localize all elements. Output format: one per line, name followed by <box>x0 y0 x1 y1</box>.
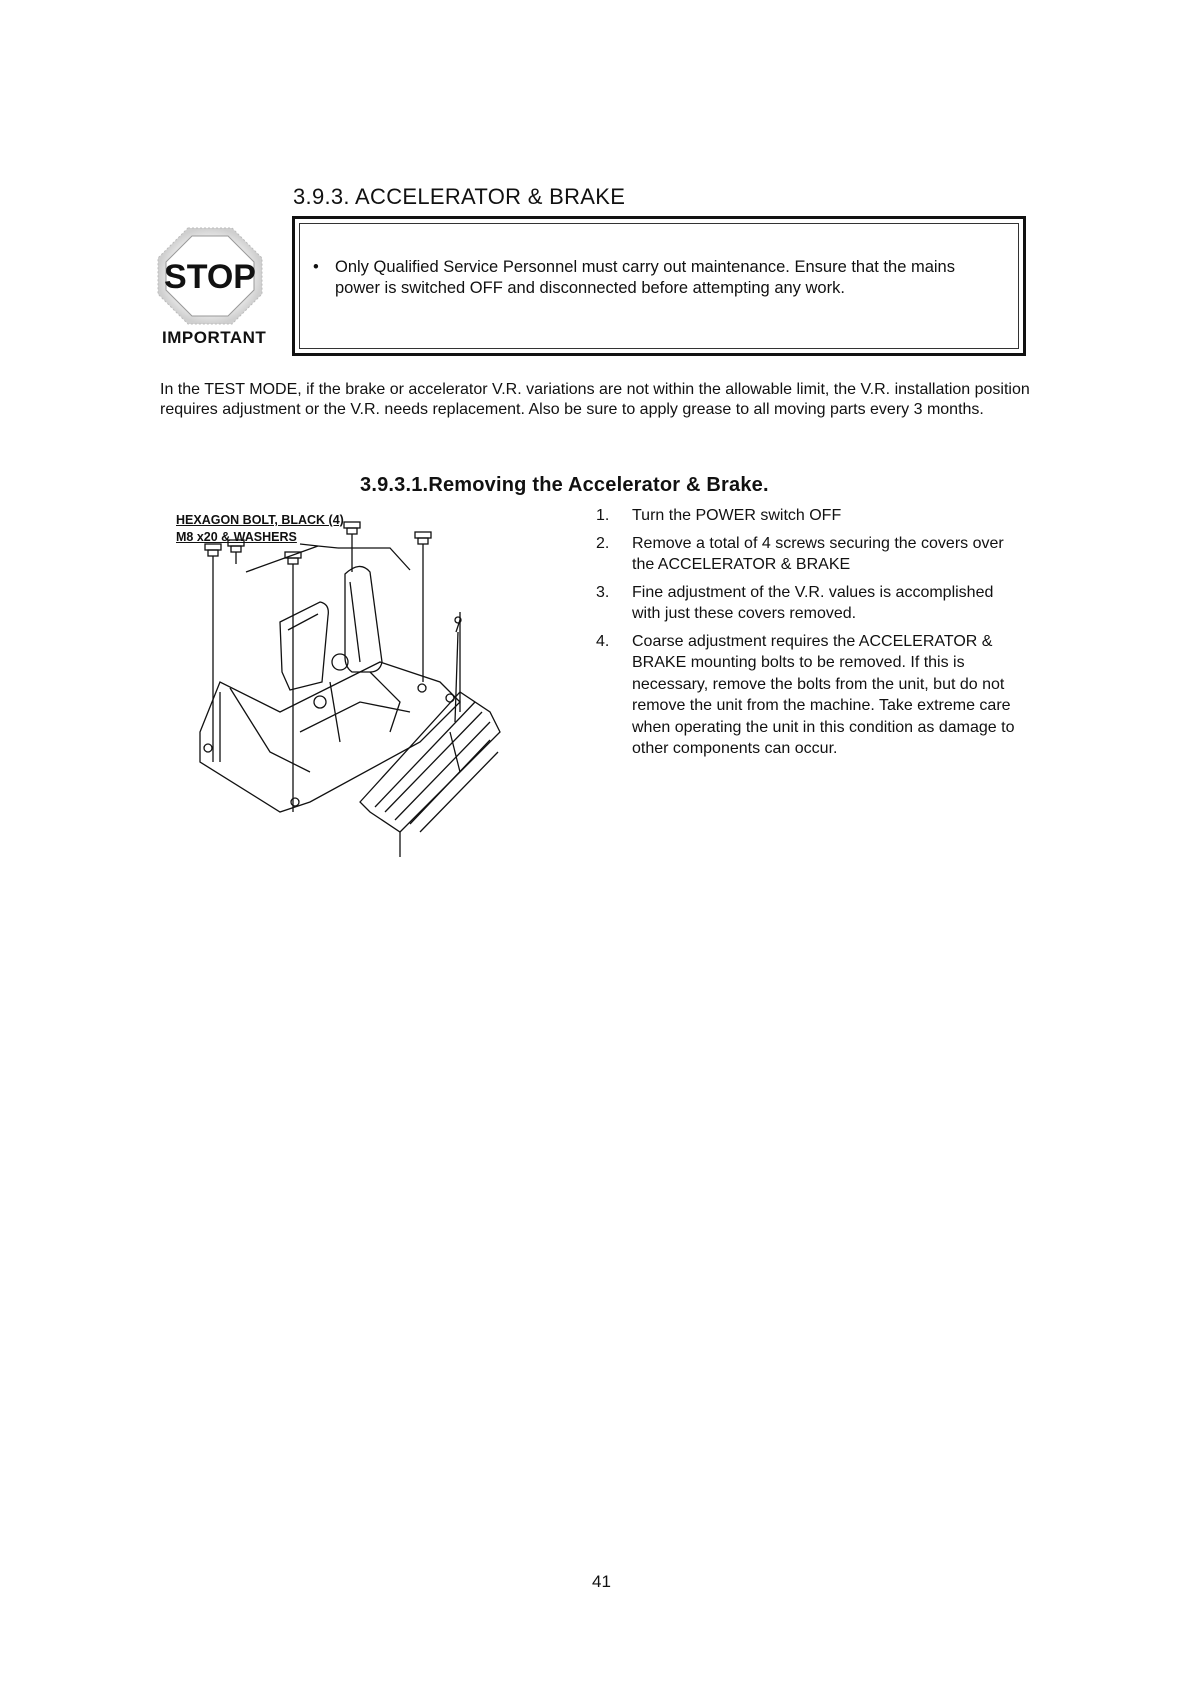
step-text: Coarse adjustment requires the ACCELERATOR & BRAKE mounting bolts to be removed. If this is necessary, remove the bolts from the unit, but do not remove the unit from the machine. Take extreme care when operating the unit in this condition as damage to other components can occur. <box>632 632 1015 757</box>
bolt-1-icon <box>228 540 244 564</box>
bolt-4-icon <box>205 544 221 570</box>
subsection-title: 3.9.3.1.Removing the Accelerator & Brake. <box>360 474 769 496</box>
pedal-assembly-diagram <box>160 512 570 892</box>
stop-sign-icon <box>154 222 266 332</box>
intro-paragraph: In the TEST MODE, if the brake or accelerator V.R. variations are not within the allowable limit, the V.R. installation position requires adjustment or the V.R. needs replacement. Also be sure to apply grease to all moving parts every 3 months. <box>160 381 1030 418</box>
bolt-5-icon <box>285 552 301 578</box>
warning-text-container <box>311 257 993 299</box>
step-item <box>596 631 1026 760</box>
callout-line-2: M8 x20 & WASHERS <box>176 530 297 544</box>
bullet-icon: • <box>313 258 319 276</box>
warning-box <box>292 216 1026 356</box>
steps-list <box>596 505 1026 766</box>
step-number: 2. <box>596 534 610 552</box>
step-number: 3. <box>596 583 610 601</box>
page-number: 41 <box>592 1572 611 1591</box>
step-number: 4. <box>596 632 610 650</box>
step-item <box>596 533 1026 576</box>
step-item <box>596 505 1026 527</box>
bolt-2-icon <box>344 522 360 548</box>
important-label: IMPORTANT <box>162 328 267 347</box>
bolt-3-icon <box>415 532 431 558</box>
step-text: Turn the POWER switch OFF <box>632 507 842 524</box>
step-text: Remove a total of 4 screws securing the covers over the ACCELERATOR & BRAKE <box>632 534 1004 573</box>
section-title: 3.9.3. ACCELERATOR & BRAKE <box>293 184 626 209</box>
callout-line-1: HEXAGON BOLT, BLACK (4) <box>176 513 344 527</box>
warning-text: Only Qualified Service Personnel must carry out maintenance. Ensure that the mains power is switched OFF and disconnected before attempting any work. <box>335 258 955 297</box>
stop-badge-text: STOP <box>164 258 256 296</box>
step-number: 1. <box>596 507 610 524</box>
step-item <box>596 582 1026 625</box>
step-text: Fine adjustment of the V.R. values is accomplished with just these covers removed. <box>632 583 994 622</box>
